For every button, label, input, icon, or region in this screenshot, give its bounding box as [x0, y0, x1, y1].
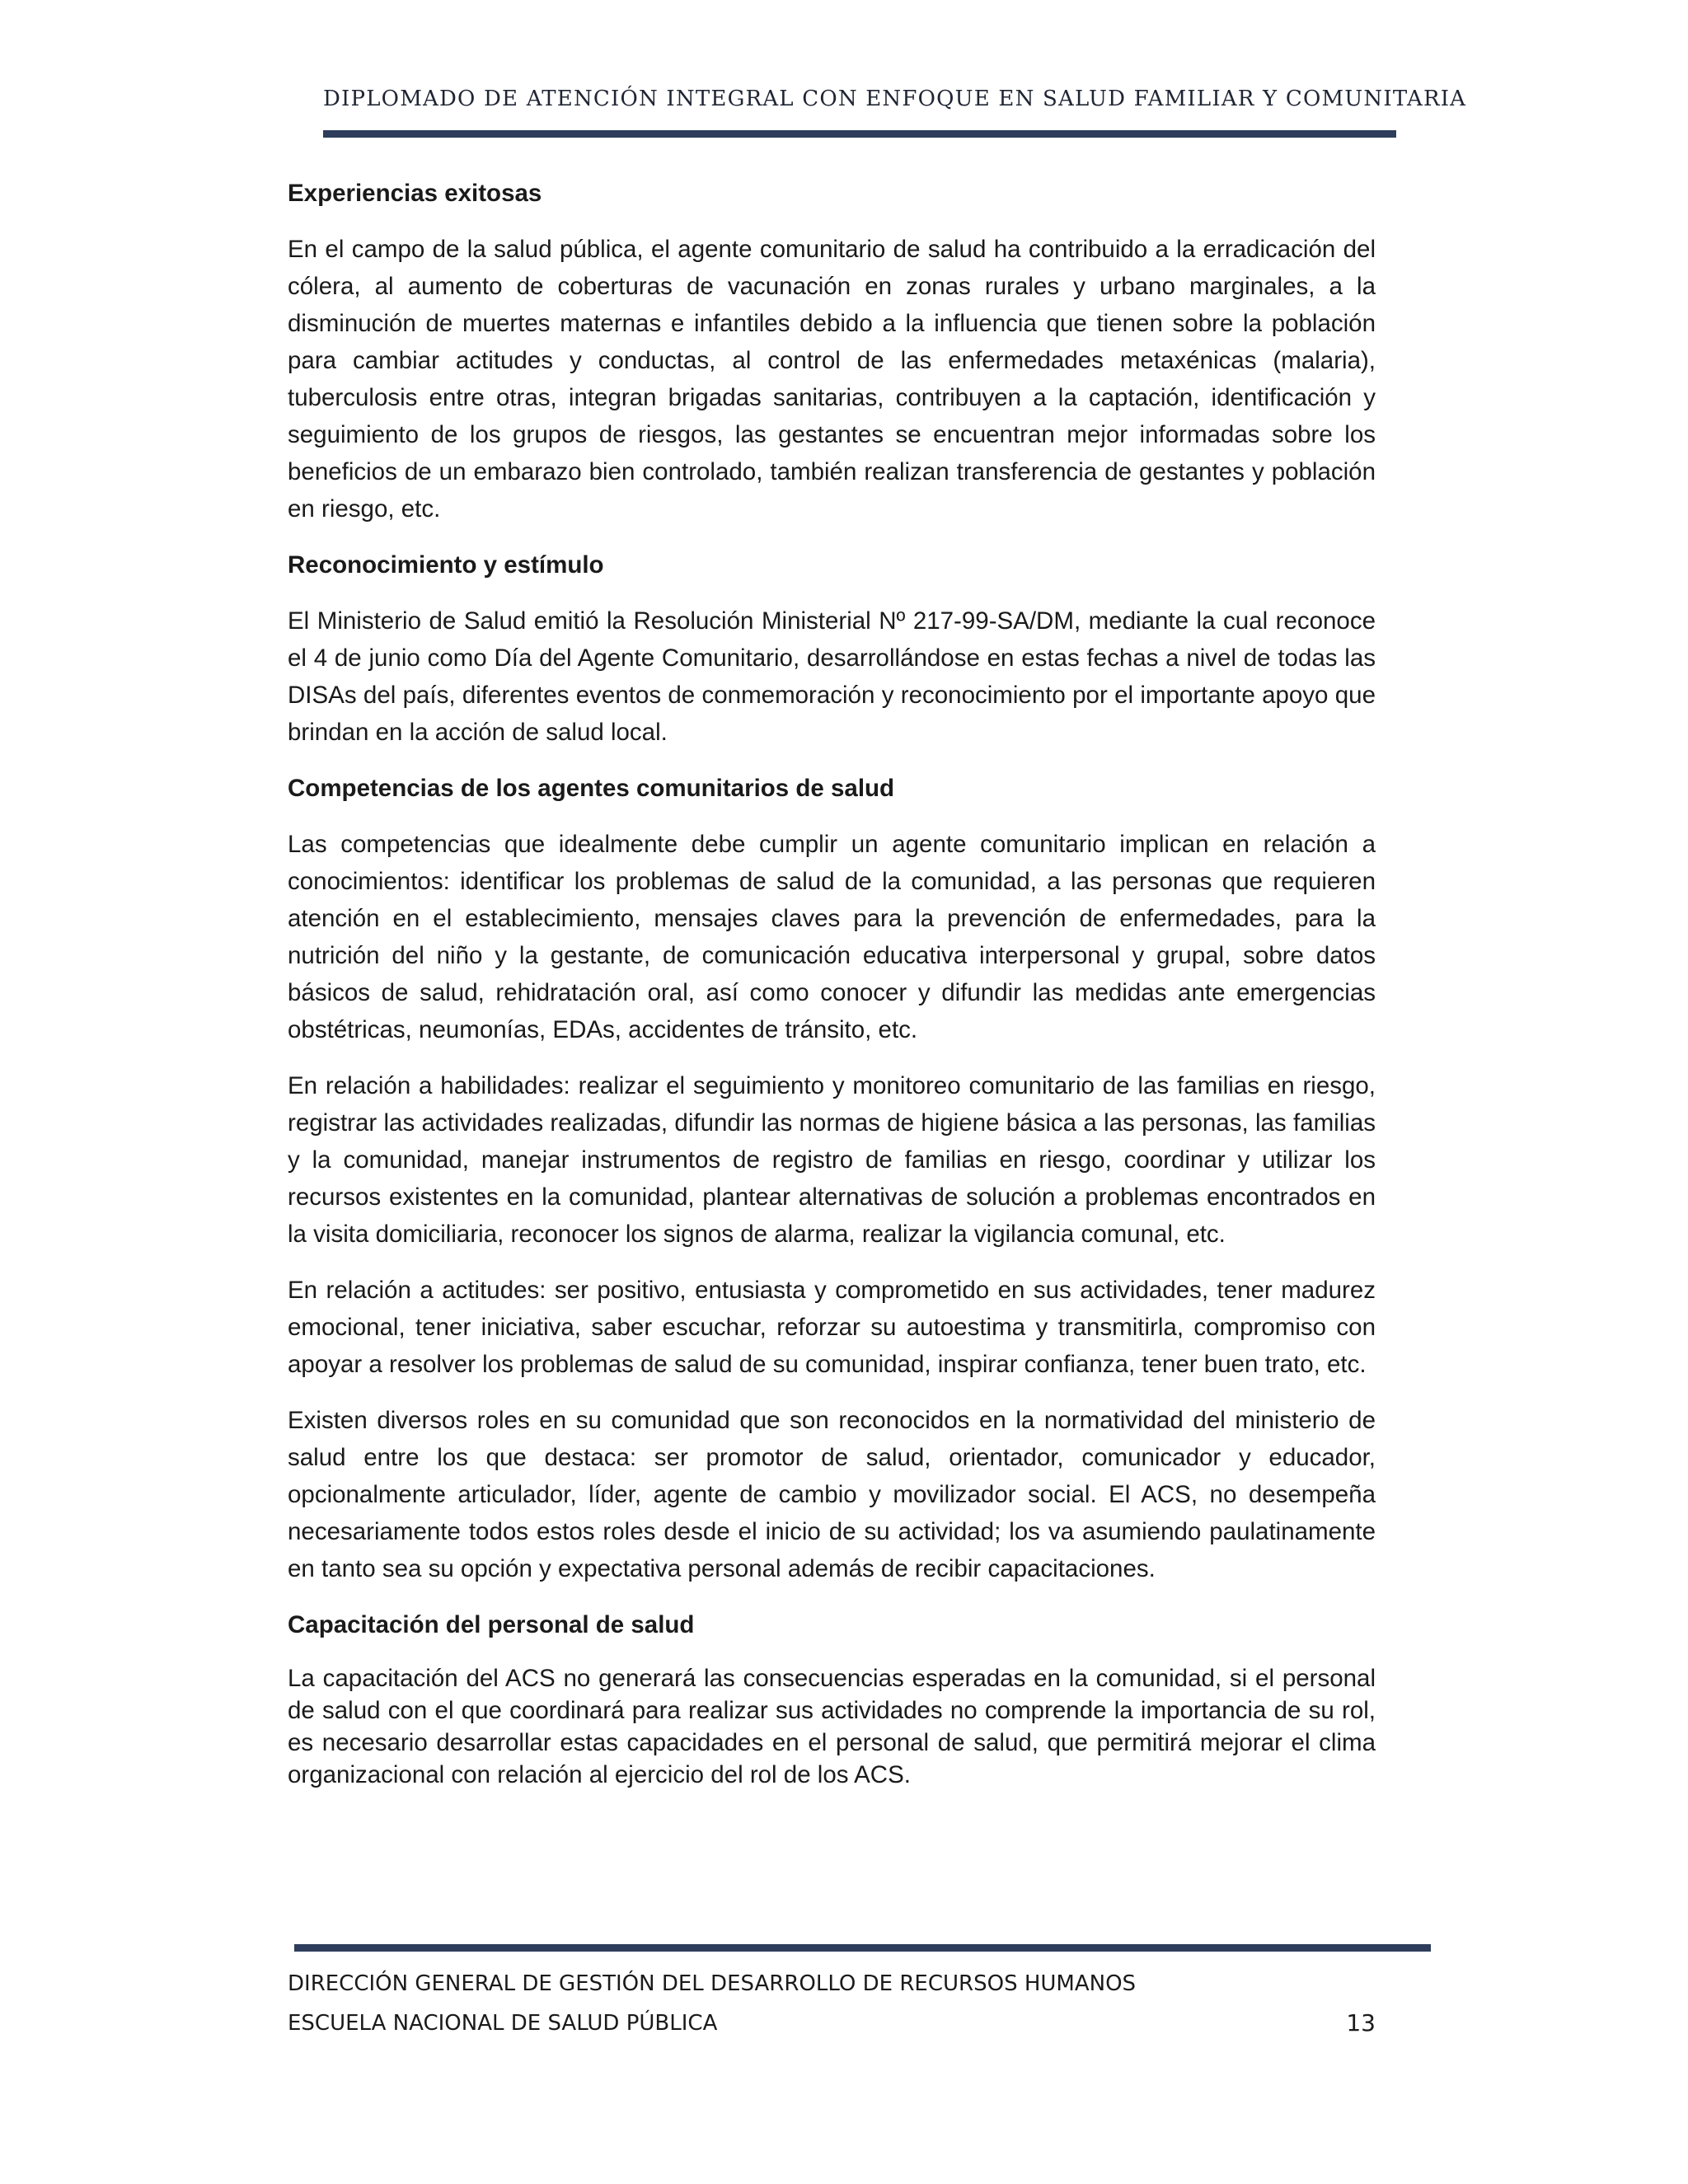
paragraph: El Ministerio de Salud emitió la Resolución Ministerial Nº 217-99-SA/DM, mediante la cual reconoce el 4 de junio como Día del Agente Comunitario, desarrollándose en estas fechas a nivel de todas las DISAs del país, diferentes eventos de conmemoración y reconocimiento por el importante apoyo que brindan en la acción de salud local. [288, 607, 1376, 746]
page-footer [288, 1964, 1376, 2043]
footer-school-line: ESCUELA NACIONAL DE SALUD PÚBLICA [288, 2011, 718, 2036]
document-body [288, 175, 1376, 1810]
section-heading-capacitacion: Capacitación del personal de salud [288, 1611, 695, 1638]
paragraph: En el campo de la salud pública, el agente comunitario de salud ha contribuido a la erradicación del cólera, al aumento de coberturas de vacunación en zonas rurales y urbano marginales, a la disminución de muertes maternas e infantiles debido a la influencia que tienen sobre la población para cambiar actitudes y conductas, al control de las enfermedades metaxénicas (malaria), tuberculosis entre otras, integran brigadas sanitarias, contribuyen a la captación, identificación y seguimiento de los grupos de riesgos, las gestantes se encuentran mejor informadas sobre los beneficios de un embarazo bien controlado, también realizan transferencia de gestantes y población en riesgo, etc. [288, 236, 1376, 523]
section-heading-reconocimiento: Reconocimiento y estímulo [288, 551, 604, 579]
paragraph: En relación a actitudes: ser positivo, entusiasta y comprometido en sus actividades, tener madurez emocional, tener iniciativa, saber escuchar, reforzar su autoestima y transmitirla, compromiso con apoyar a resolver los problemas de salud de su comunidad, inspirar confianza, tener buen trato, etc. [288, 1277, 1376, 1378]
footer-divider [294, 1944, 1431, 1952]
paragraph: Existen diversos roles en su comunidad que son reconocidos en la normatividad del ministerio de salud entre los que destaca: ser promotor de salud, orientador, comunicador y educador, opcionalmente articulador, líder, agente de cambio y movilizador social. El ACS, no desempeña necesariamente todos estos roles desde el inicio de su actividad; los va asumiendo paulatinamente en tanto sea su opción y expectativa personal además de recibir capacitaciones. [288, 1407, 1376, 1582]
section-heading-competencias: Competencias de los agentes comunitarios de salud [288, 775, 895, 802]
paragraph: La capacitación del ACS no generará las consecuencias esperadas en la comunidad, si el personal de salud con el que coordinará para realizar sus actividades no comprende la importancia de su rol, es necesario desarrollar estas capacidades en el personal de salud, que permitirá mejorar el clima organizacional con relación al ejercicio del rol de los ACS. [288, 1665, 1376, 1788]
paragraph: Las competencias que idealmente debe cumplir un agente comunitario implican en relación a conocimientos: identificar los problemas de salud de la comunidad, a las personas que requieren atención en el establecimiento, mensajes claves para la prevención de enfermedades, para la nutrición del niño y la gestante, de comunicación educativa interpersonal y grupal, sobre datos básicos de salud, rehidratación oral, así como conocer y difundir las medidas ante emergencias obstétricas, neumonías, EDAs, accidentes de tránsito, etc. [288, 831, 1376, 1043]
page-header-title: DIPLOMADO DE ATENCIÓN INTEGRAL CON ENFOQUE EN SALUD FAMILIAR Y COMUNITARIA [323, 87, 1467, 111]
footer-institution-line: DIRECCIÓN GENERAL DE GESTIÓN DEL DESARROLLO DE RECURSOS HUMANOS [288, 1971, 1137, 1996]
paragraph: En relación a habilidades: realizar el seguimiento y monitoreo comunitario de las familias en riesgo, registrar las actividades realizadas, difundir las normas de higiene básica a las personas, las familias y la comunidad, manejar instrumentos de registro de familias en riesgo, coordinar y utilizar los recursos existentes en la comunidad, plantear alternativas de solución a problemas encontrados en la visita domiciliaria, reconocer los signos de alarma, realizar la vigilancia comunal, etc. [288, 1072, 1376, 1248]
page-number: 13 [1346, 2009, 1376, 2036]
section-heading-experiencias: Experiencias exitosas [288, 180, 542, 207]
header-divider [323, 130, 1396, 138]
